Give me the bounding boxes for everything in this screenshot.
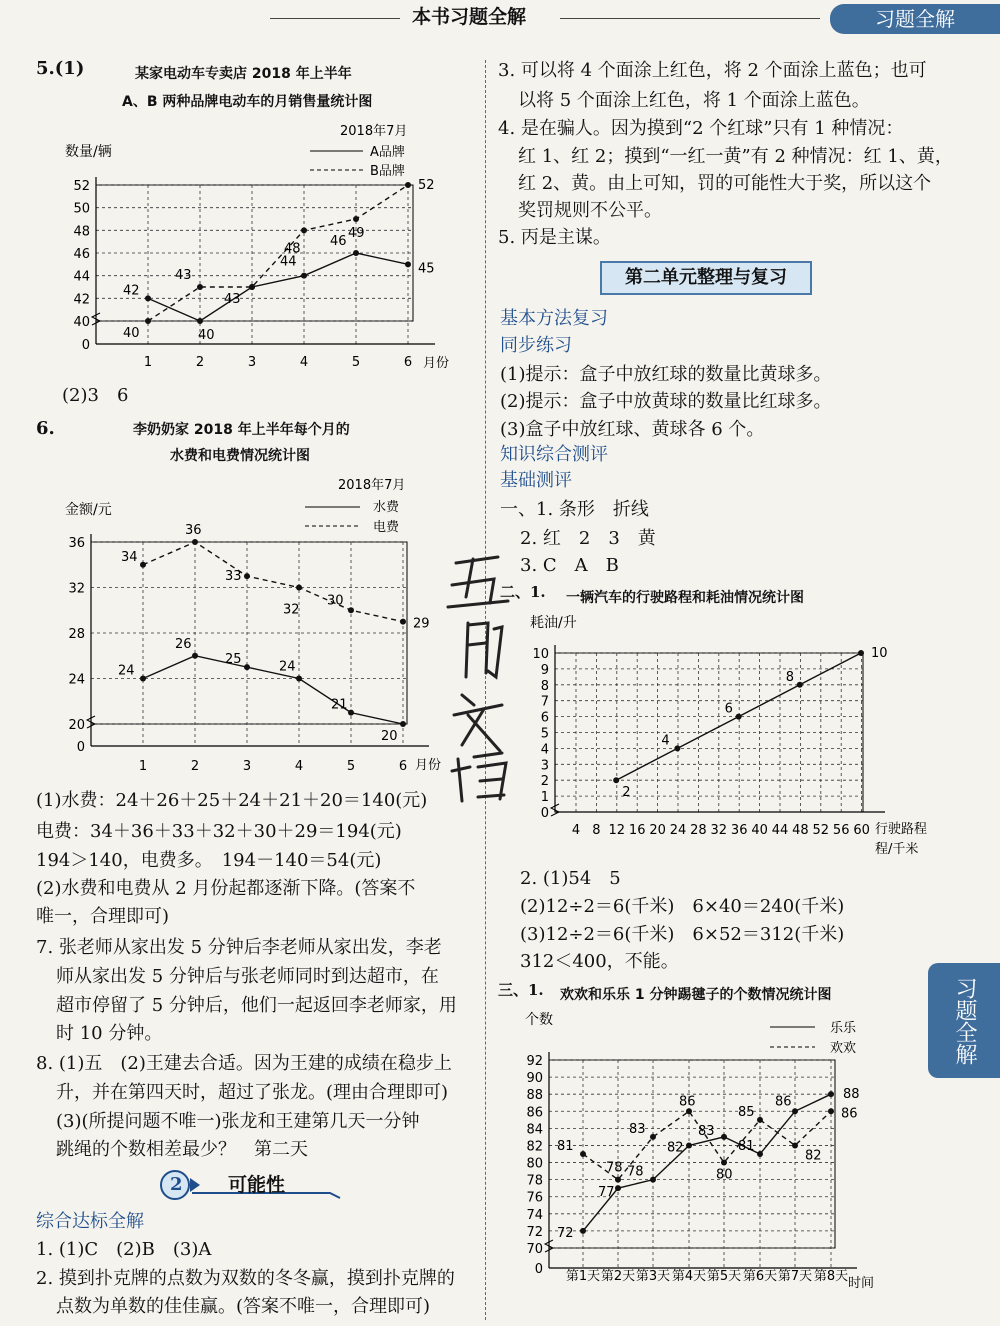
data-point [301,227,307,233]
t1-number: 三、1. [498,981,544,999]
y-tick-label: 5 [540,726,549,742]
y1-line: 一、1. 条形 折线 [500,499,649,520]
data-point [400,721,406,727]
y-tick-label: 4 [540,742,549,758]
y-tick-label: 0 [81,338,90,353]
data-point [353,216,359,222]
data-point [244,664,250,670]
data-point [797,682,803,688]
y-tick-label: 8 [540,678,549,694]
point-label: 24 [279,659,296,675]
x-tick-label: 48 [792,823,809,838]
r3-line1: 3. 可以将 4 个面涂上红色，将 2 个面涂上蓝色；也可 [498,60,927,81]
y-tick-label: 24 [68,672,85,688]
x-tick-label: 6 [398,759,408,774]
y-tick-label: 48 [73,224,90,240]
x-tick-label: 1 [143,355,153,370]
point-label: 81 [738,1139,755,1154]
data-point [192,653,198,659]
y-tick-label: 3 [540,758,549,774]
x-tick-label: 第4天 [671,1269,707,1284]
e2-line3: (3)12÷2＝6(千米) 6×52＝312(千米) [520,924,845,945]
chart-date: 2018年7月 [340,124,408,139]
point-label: 8 [785,669,795,685]
x-tick-label: 5 [351,355,361,370]
point-label: 88 [843,1087,860,1103]
e1-number: 二、1. [500,583,546,601]
x-tick-label: 2 [195,355,205,370]
x-tick-label: 56 [832,823,850,838]
point-label: 86 [775,1094,792,1110]
data-point [721,1160,727,1166]
q5-title-line2: A、B 两种品牌电动车的月销售量统计图 [122,94,373,110]
e2-line2: (2)12÷2＝6(千米) 6×40＝240(千米) [520,896,845,917]
r4-line1: 4. 是在骗人。因为摸到“2 个红球”只有 1 种情况： [498,118,904,139]
x-tick-label: 12 [608,823,626,838]
chart-t1 [515,1005,915,1325]
point-label: 26 [175,636,192,652]
x-tick-label: 3 [247,355,257,370]
point-label: 83 [629,1121,646,1137]
x-axis-label: 行驶路程 [875,822,928,837]
x-tick-label: 第7天 [777,1269,813,1284]
x-tick-label: 40 [751,823,768,838]
sync-line2: (2)提示：盒子中放黄球的数量比红球多。 [500,391,832,412]
q7-line4: 时 10 分钟。 [56,1023,163,1044]
data-point [244,573,250,579]
point-label: 33 [225,569,242,585]
point-label: 36 [185,523,202,538]
legend-label-a: A品牌 [370,145,405,160]
x-tick-label: 第5天 [706,1269,742,1284]
point-label: 86 [679,1094,696,1110]
point-label: 80 [716,1167,733,1183]
y-tick-label: 50 [73,201,90,217]
y-tick-label: 86 [526,1105,543,1121]
y-axis-label: 耗油/升 [530,615,577,631]
point-label: 6 [724,701,733,717]
point-label: 83 [698,1123,715,1139]
point-label: 46 [330,234,347,249]
q6-number: 6. [36,418,55,439]
q5-title-line1: 某家电动车专卖店 2018 年上半年 [135,66,352,82]
q6-line2: 电费：34＋36＋33＋32＋30＋29＝194(元) [36,821,402,842]
data-point [197,284,203,290]
point-label: 78 [627,1164,644,1180]
x-tick-label: 16 [628,823,646,838]
data-point [580,1228,586,1234]
data-point [721,1134,727,1140]
zonghe-heading: 综合达标全解 [36,1211,144,1232]
q5-answer2: (2)3 6 [62,385,129,406]
y-tick-label: 52 [73,179,90,194]
legend-label-b: B品牌 [370,164,405,179]
y-tick-label: 7 [540,694,549,710]
y-tick-label: 42 [73,292,90,308]
e1-title: 一辆汽车的行驶路程和耗油情况统计图 [566,590,804,606]
x-tick-label: 60 [853,823,870,838]
unit-badge-number: 2 [170,1174,183,1195]
y-tick-label: 0 [534,1262,543,1277]
legend-label-huanhuan: 欢欢 [830,1041,857,1056]
axis-break [92,313,100,325]
data-point [353,250,359,256]
x-tick-label: 28 [690,823,707,838]
y-tick-label: 84 [526,1122,543,1138]
legend-label-water: 水费 [373,500,400,515]
r5-line: 5. 丙是主谋。 [498,227,611,248]
y-tick-label: 78 [526,1173,543,1189]
point-label: 20 [381,729,398,744]
y-axis-label: 数量/辆 [65,144,112,160]
q7-line1: 7. 张老师从家出发 5 分钟后李老师从家出发，李老 [36,937,442,958]
x-tick-label: 44 [771,823,789,838]
y-tick-label: 1 [540,790,549,806]
data-point [405,182,411,188]
r3-line2: 以将 5 个面涂上红色，将 1 个面涂上蓝色。 [518,90,870,111]
y-tick-label: 46 [73,247,90,262]
data-point [192,539,198,545]
data-point [650,1177,656,1183]
e2-line1: 2. (1)54 5 [520,868,621,889]
x-tick-label: 第1天 [565,1269,601,1284]
q6-line5: 唯一，合理即可) [36,906,170,927]
point-label: 45 [418,261,435,277]
data-point [757,1117,763,1123]
y-tick-label: 88 [526,1088,543,1104]
e2-line4: 312＜400，不能。 [520,951,679,972]
q7-line3: 超市停留了 5 分钟后，他们一起返回李老师家，用 [56,995,457,1016]
x-tick-label: 20 [649,823,666,838]
y-tick-label: 0 [76,740,85,755]
y3-line: 3. C A B [520,555,619,576]
point-label: 44 [280,254,297,270]
data-point [140,562,146,568]
x-axis-label: 时间 [848,1276,875,1291]
x-tick-label: 24 [669,823,687,838]
data-point [140,676,146,682]
q6-title-line2: 水费和电费情况统计图 [170,448,310,464]
x-tick-label: 6 [403,355,413,370]
q6-line4: (2)水费和电费从 2 月份起都逐渐下降。(答案不 [36,878,416,899]
point-label: 42 [123,283,140,299]
header-rule-right [560,18,820,19]
y2-line: 2. 红 2 3 黄 [520,528,656,549]
basic-heading: 基本方法复习 [500,308,608,329]
data-point [828,1108,834,1114]
data-point [757,1151,763,1157]
y-tick-label: 9 [540,662,549,678]
point-label: 77 [598,1185,615,1201]
axis-break [551,804,559,816]
data-point [348,607,354,613]
legend-label-power: 电费 [373,520,400,535]
x-tick-label: 第3天 [635,1269,671,1284]
x-tick-label: 3 [242,759,252,774]
data-point [405,261,411,267]
legend-label-lele: 乐乐 [830,1021,857,1036]
axis-break [87,716,95,728]
side-tab: 习题全解 [928,963,1000,1078]
y-tick-label: 40 [73,315,90,330]
y-tick-label: 20 [68,718,85,733]
x-tick-label: 4 [294,759,304,774]
x-tick-label: 4 [299,355,309,370]
point-label: 24 [118,663,135,679]
axis-break [545,1240,553,1252]
y-tick-label: 74 [526,1207,543,1223]
data-point [197,318,203,324]
y-tick-label: 32 [68,581,85,597]
point-label: 72 [557,1225,574,1241]
data-point [301,273,307,279]
y-tick-label: 92 [526,1054,543,1069]
point-label: 29 [413,616,430,632]
x-tick-label: 第2天 [600,1269,636,1284]
x-axis-label: 月份 [423,356,450,371]
chart-q6 [55,470,475,780]
r4-line3: 红 2、黄。由上可知，罚的可能性大于奖，所以这个 [518,173,932,194]
data-point [400,619,406,625]
q6-line1: (1)水费：24＋26＋25＋24＋21＋20＝140(元) [36,790,428,811]
x-tick-label: 32 [710,823,728,838]
sync-heading: 同步练习 [500,335,572,356]
point-label: 52 [418,178,435,193]
y-tick-label: 6 [540,710,549,726]
x-axis-label: 月份 [415,758,442,773]
header-title: 本书习题全解 [412,6,527,28]
header-tab: 习题全解 [830,4,1000,34]
q7-line2: 师从家出发 5 分钟后与张老师同时到达超市，在 [56,966,439,987]
data-point [792,1108,798,1114]
chart-e1 [505,610,935,865]
section-title: 第二单元整理与复习 [600,261,812,295]
point-label: 34 [121,549,138,565]
q6-title-line1: 李奶奶家 2018 年上半年每个月的 [133,422,350,438]
y-tick-label: 0 [540,806,549,821]
x-tick-label: 1 [138,759,148,774]
point-label: 49 [348,226,365,241]
q5-number: 5.(1) [36,58,85,79]
q6-line3: 194＞140，电费多。 194－140＝54(元) [36,850,382,871]
data-point [145,318,151,324]
q8-line2: 升，并在第四天时，超过了张龙。(理由合理即可) [56,1082,449,1103]
q8-line3: (3)(所提问题不唯一)张龙和王建第几天一分钟 [56,1111,420,1132]
x-tick-label: 36 [730,823,748,838]
data-point [348,710,354,716]
series-line [143,656,403,724]
y-tick-label: 82 [526,1139,543,1155]
point-label: 82 [805,1148,822,1164]
series-line [148,253,408,321]
data-point [296,585,302,591]
y-tick-label: 90 [526,1071,543,1087]
data-point [296,676,302,682]
handwriting-graphic [438,545,528,805]
point-label: 43 [175,268,192,283]
point-label: 81 [557,1139,574,1154]
sync-line1: (1)提示：盒子中放红球的数量比黄球多。 [500,364,832,385]
data-point [615,1177,621,1183]
point-label: 82 [667,1140,684,1156]
zonghe-q2-line1: 2. 摸到扑克牌的点数为双数的冬冬赢，摸到扑克牌的 [36,1268,455,1289]
q8-line4: 跳绳的个数相差最少？ 第二天 [56,1139,308,1160]
y-tick-label: 80 [526,1156,543,1172]
point-label: 40 [123,326,140,341]
data-point [736,714,742,720]
data-point [580,1151,586,1157]
sync-line3: (3)盒子中放红球、黄球各 6 个。 [500,419,765,440]
x-tick-label: 第8天 [813,1269,849,1284]
data-point [674,745,680,751]
y-tick-label: 70 [526,1242,543,1257]
zonghe-q2-line2: 点数为单数的佳佳赢。(答案不唯一，合理即可) [56,1296,431,1317]
know-heading: 知识综合测评 [500,444,608,465]
data-point [249,284,255,290]
chart-q5 [55,112,475,382]
data-point [858,650,864,656]
x-tick-label: 8 [592,823,601,838]
y-tick-label: 44 [73,269,90,285]
point-label: 2 [622,785,631,801]
point-label: 78 [606,1160,623,1176]
y-tick-label: 2 [540,774,549,790]
y-tick-label: 36 [68,536,85,551]
data-point [828,1091,834,1097]
point-label: 86 [841,1106,858,1122]
point-label: 4 [661,733,670,749]
header-rule-left [270,18,400,19]
point-label: 48 [284,241,301,257]
series-line [143,542,403,622]
x-tick-label: 52 [812,823,830,838]
x-tick-label: 4 [571,823,581,838]
point-label: 32 [283,602,300,618]
y-axis-label: 个数 [525,1012,553,1028]
x-tick-label: 第6天 [742,1269,778,1284]
r4-line4: 奖罚规则不公平。 [518,200,662,221]
basetest-heading: 基础测评 [500,470,572,491]
point-label: 10 [871,646,888,661]
data-point [686,1142,692,1148]
x-tick-label: 2 [190,759,200,774]
x-tick-label: 5 [346,759,356,774]
point-label: 30 [327,593,344,609]
y-tick-label: 10 [532,647,549,662]
data-point [613,777,619,783]
y-axis-label: 金额/元 [65,502,112,518]
r4-line2: 红 1、红 2；摸到“一红一黄”有 2 种情况：红 1、黄， [518,146,953,167]
point-label: 43 [224,292,241,307]
data-point [615,1185,621,1191]
q8-line1: 8. (1)五 (2)王建去合适。因为王建的成绩在稳步上 [36,1053,452,1074]
y-tick-label: 76 [526,1190,543,1206]
zonghe-q1: 1. (1)C (2)B (3)A [36,1239,212,1260]
y-tick-label: 28 [68,627,85,642]
chart-date: 2018年7月 [338,478,406,493]
y-tick-label: 72 [526,1224,543,1240]
t1-title: 欢欢和乐乐 1 分钟踢毽子的个数情况统计图 [560,987,832,1003]
data-point [792,1142,798,1148]
data-point [650,1134,656,1140]
point-label: 25 [225,652,242,668]
data-point [145,295,151,301]
point-label: 85 [738,1104,755,1120]
point-label: 21 [331,697,348,713]
point-label: 40 [198,328,215,343]
unit-title: 可能性 [228,1174,286,1196]
x-axis-label-unit: 程/千米 [875,842,919,857]
